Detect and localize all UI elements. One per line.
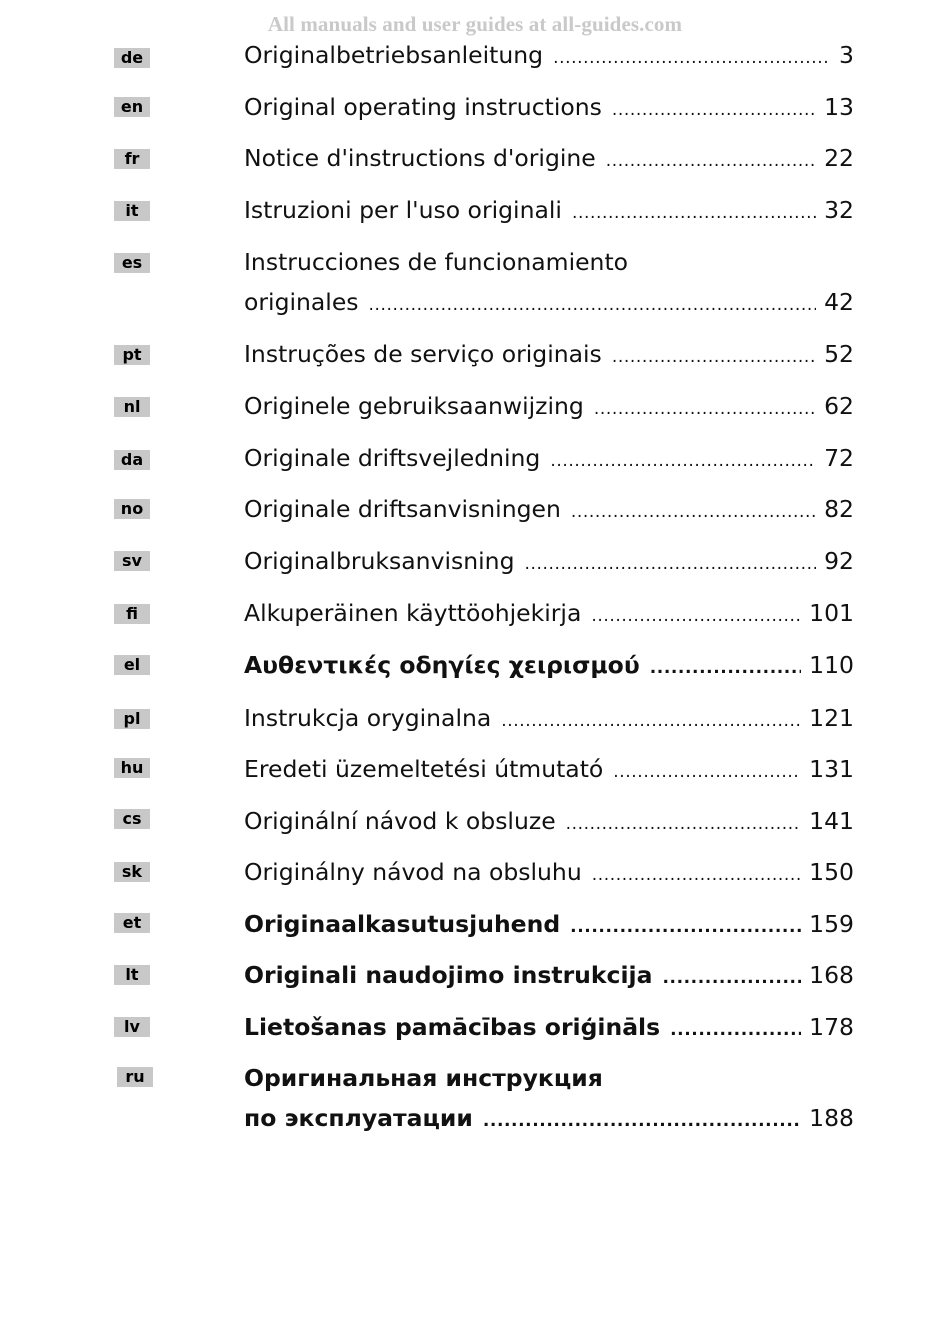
leader-dots	[670, 1020, 801, 1040]
toc-line	[244, 807, 854, 841]
toc-title: Lietošanas pamācības oriģināls	[244, 1013, 661, 1041]
toc-title: Originale driftsanvisningen	[244, 495, 561, 523]
page-number: 168	[809, 961, 854, 989]
toc-title: Originali naudojimo instrukcija	[244, 961, 653, 989]
language-badge: de	[114, 48, 150, 68]
toc-line	[244, 910, 854, 944]
language-badge: cs	[114, 809, 150, 829]
toc-title: Eredeti üzemeltetési útmutató	[244, 755, 604, 783]
leader-dots	[369, 295, 817, 315]
toc-title: Originalbetriebsanleitung	[244, 41, 544, 69]
toc-title: Istruzioni per l'uso originali	[244, 196, 562, 224]
page-number: 22	[824, 144, 854, 172]
toc-title: Originaalkasutusjuhend	[244, 910, 561, 938]
leader-dots	[570, 917, 801, 937]
language-badge: en	[114, 97, 150, 117]
toc-title-continued: originales	[244, 288, 359, 316]
page-number: 82	[824, 495, 854, 523]
page-number: 62	[824, 392, 854, 420]
page-number: 52	[824, 340, 854, 368]
leader-dots	[612, 100, 816, 120]
toc-line	[244, 1013, 854, 1047]
leader-dots	[591, 606, 801, 626]
page-number: 159	[809, 910, 854, 938]
language-badge: fr	[114, 149, 150, 169]
page-number: 72	[824, 444, 854, 472]
toc-line	[244, 144, 854, 178]
language-badge: pl	[114, 709, 150, 729]
leader-dots	[550, 451, 816, 471]
language-badge: fi	[114, 604, 150, 624]
language-badge: no	[114, 499, 150, 519]
toc-line	[244, 444, 854, 478]
language-badge: hu	[114, 758, 150, 778]
toc-line	[244, 1064, 854, 1098]
toc-line	[244, 495, 854, 529]
language-badge: pt	[114, 345, 150, 365]
toc-title: Αυθεντικές οδηγίες χειρισμού	[244, 651, 640, 679]
toc-line	[244, 961, 854, 995]
language-badge: nl	[114, 397, 150, 417]
toc-line	[244, 651, 854, 685]
toc-line	[244, 547, 854, 581]
leader-dots	[571, 502, 816, 522]
leader-dots	[501, 711, 801, 731]
toc-title: Instruções de serviço originais	[244, 340, 602, 368]
toc-line	[244, 858, 854, 892]
toc-line	[244, 93, 854, 127]
page-number: 110	[809, 651, 854, 679]
toc-line	[244, 704, 854, 738]
toc-title: Original operating instructions	[244, 93, 602, 121]
toc-title: Originálny návod na obsluhu	[244, 858, 582, 886]
toc-title: Originele gebruiksaanwijzing	[244, 392, 584, 420]
language-badge: el	[114, 655, 150, 675]
toc-line	[244, 392, 854, 426]
page-number: 188	[809, 1104, 854, 1132]
toc-title: Instrukcja oryginalna	[244, 704, 492, 732]
language-badge: da	[114, 450, 150, 470]
watermark: All manuals and user guides at all-guides.com	[267, 12, 683, 36]
toc-line	[244, 41, 854, 75]
language-badge: lt	[114, 965, 150, 985]
page-number: 141	[809, 807, 854, 835]
toc-line	[244, 755, 854, 789]
leader-dots	[553, 48, 831, 68]
leader-dots	[592, 865, 801, 885]
leader-dots	[606, 151, 816, 171]
language-badge: sv	[114, 551, 150, 571]
page-number: 178	[809, 1013, 854, 1041]
page-number: 92	[824, 547, 854, 575]
language-badge: ru	[117, 1067, 153, 1087]
toc-title: Originální návod k obsluze	[244, 807, 556, 835]
toc-title-continued: по эксплуатации	[244, 1104, 473, 1132]
toc-title: Notice d'instructions d'origine	[244, 144, 596, 172]
leader-dots	[483, 1111, 801, 1131]
toc-title: Originale driftsvejledning	[244, 444, 541, 472]
leader-dots	[613, 762, 801, 782]
toc-title: Originalbruksanvisning	[244, 547, 515, 575]
page-number: 42	[824, 288, 854, 316]
page-number: 121	[809, 704, 854, 732]
toc-line	[244, 599, 854, 633]
leader-dots	[594, 399, 816, 419]
toc-line	[244, 288, 854, 322]
leader-dots	[572, 203, 816, 223]
page-number: 131	[809, 755, 854, 783]
toc-title: Alkuperäinen käyttöohjekirja	[244, 599, 582, 627]
leader-dots	[650, 658, 801, 678]
toc-title: Instrucciones de funcionamiento	[244, 248, 629, 276]
toc-line	[244, 1104, 854, 1138]
page-number: 32	[824, 196, 854, 224]
leader-dots	[525, 554, 817, 574]
leader-dots	[662, 968, 801, 988]
language-badge: lv	[114, 1017, 150, 1037]
page-number: 3	[839, 41, 854, 69]
language-badge: et	[114, 913, 150, 933]
toc-line	[244, 248, 854, 282]
page-number: 150	[809, 858, 854, 886]
toc-line	[244, 340, 854, 374]
leader-dots	[566, 814, 801, 834]
language-badge: es	[114, 253, 150, 273]
language-badge: sk	[114, 862, 150, 882]
leader-dots	[612, 347, 816, 367]
toc-title: Оригинальная инструкция	[244, 1064, 603, 1092]
page-number: 13	[824, 93, 854, 121]
toc-line	[244, 196, 854, 230]
page-number: 101	[809, 599, 854, 627]
language-badge: it	[114, 201, 150, 221]
